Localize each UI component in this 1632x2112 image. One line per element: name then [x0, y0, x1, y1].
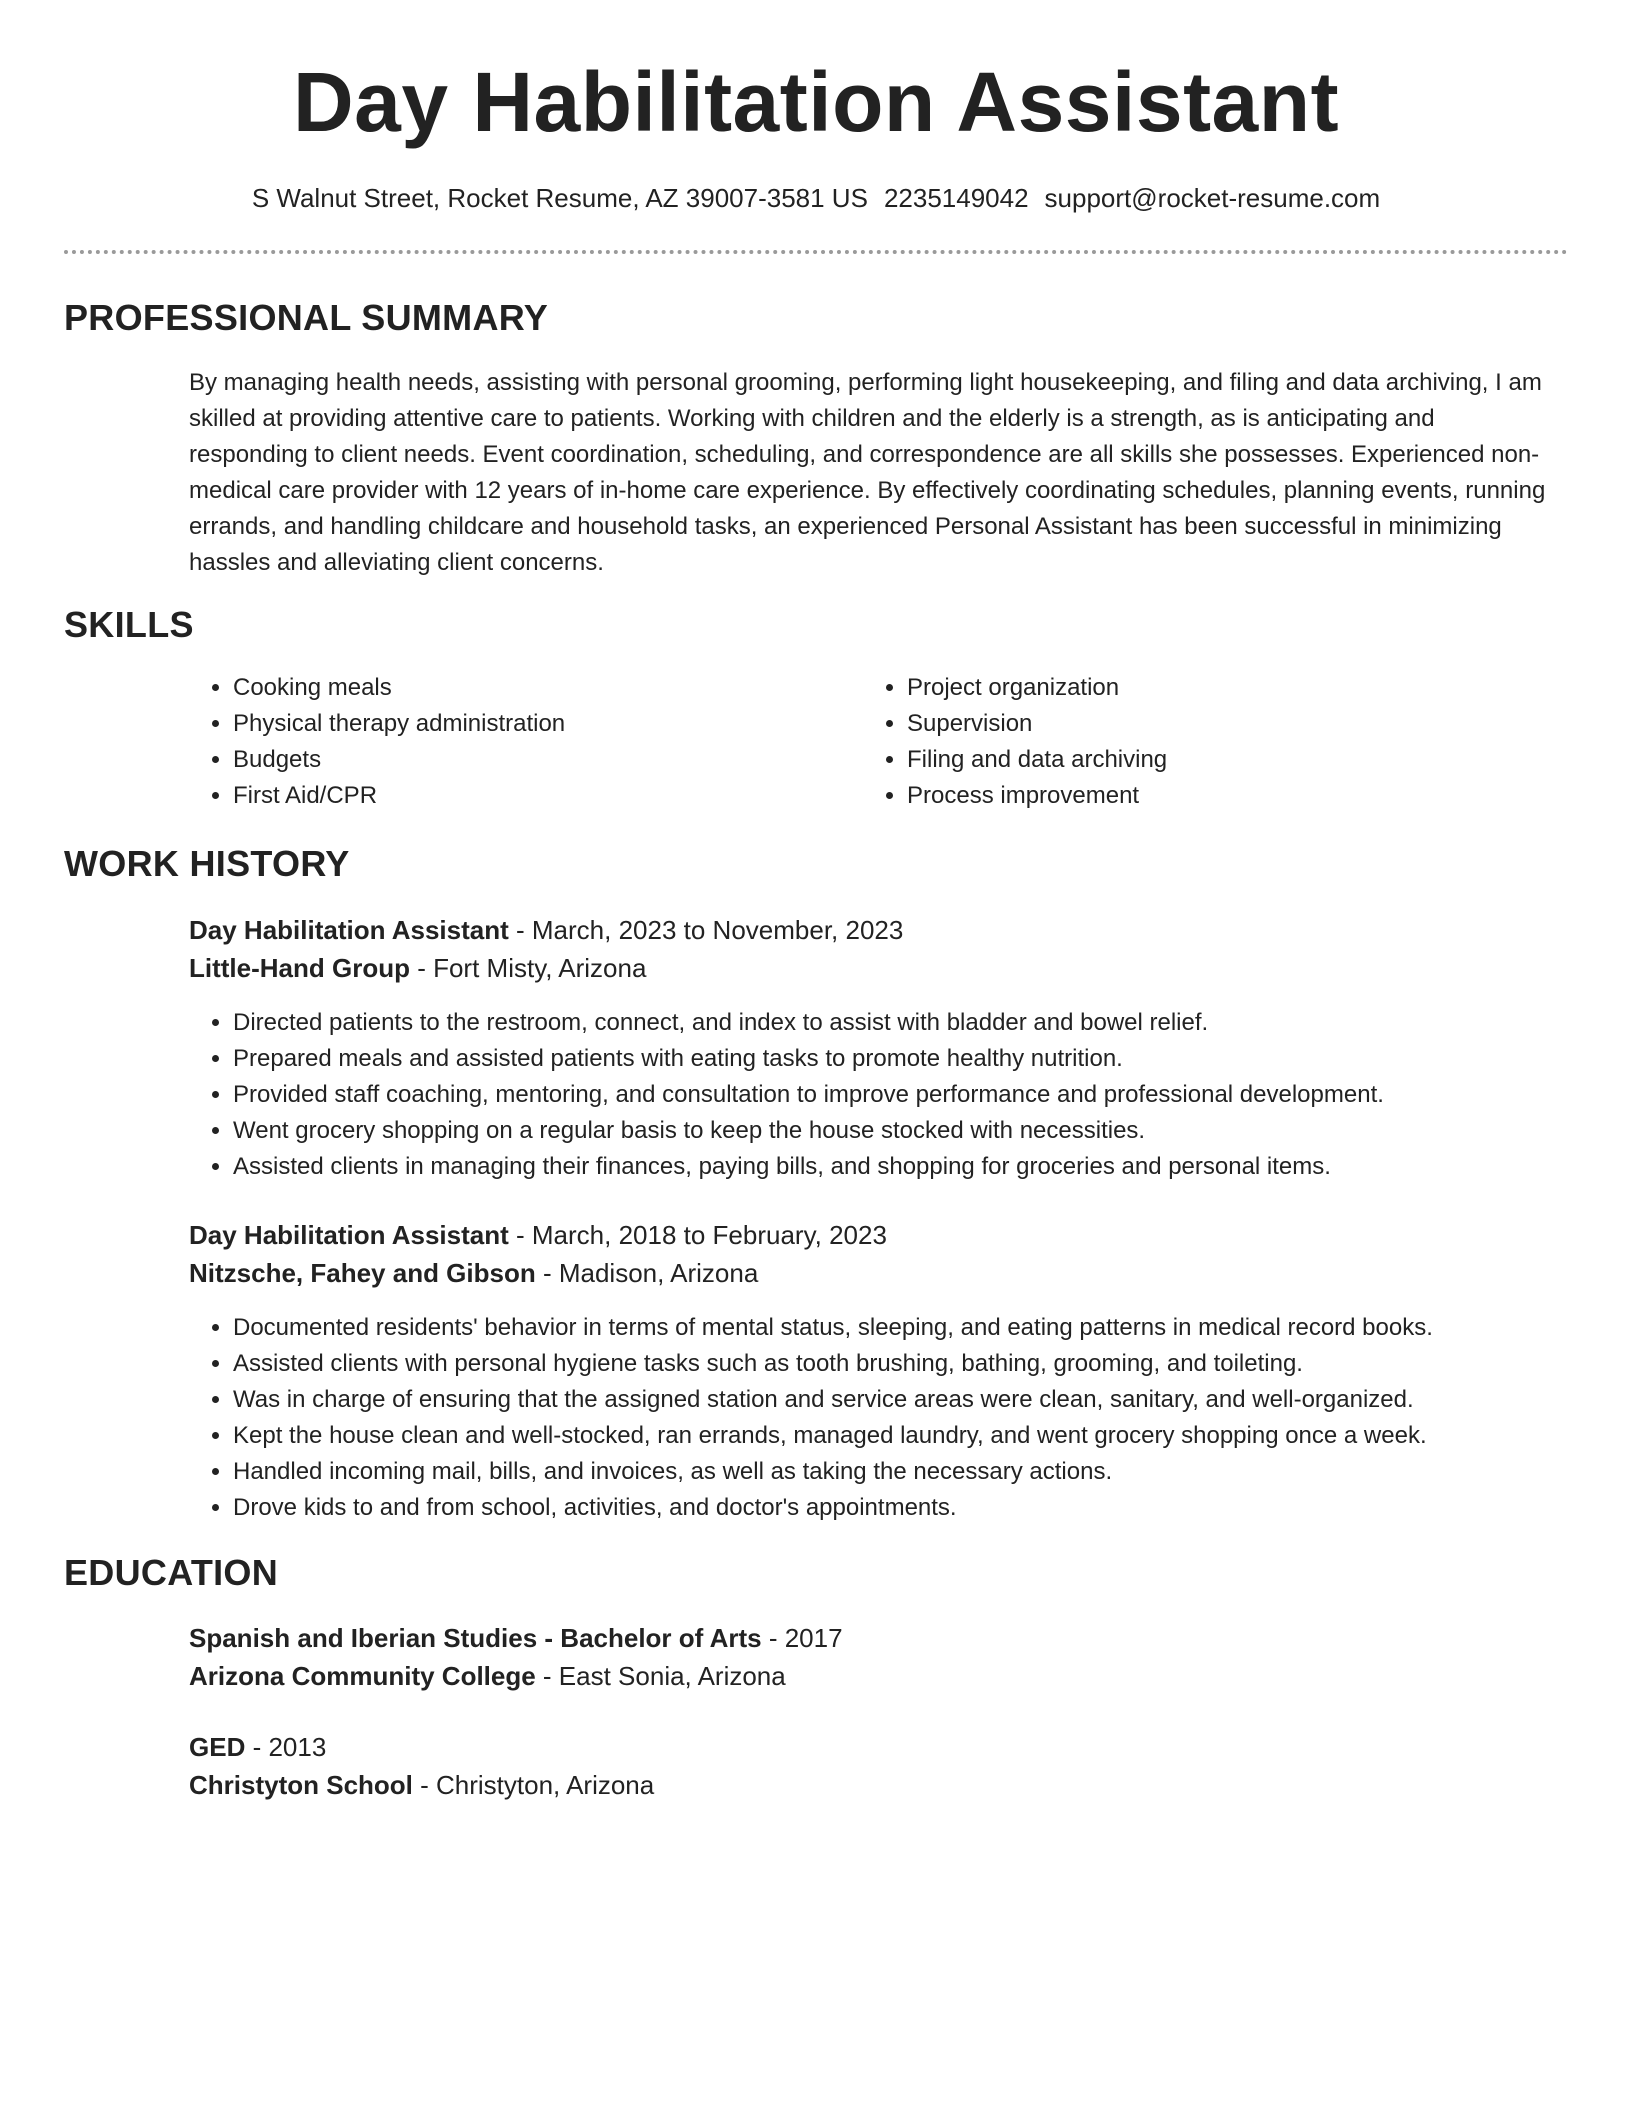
contact-phone: 2235149042 [883, 183, 1029, 213]
job-bullet: • Handled incoming mail, bills, and invoices, as well as taking the necessary actions. [233, 1454, 1613, 1490]
job-bullet: • Directed patients to the restroom, connect, and index to assist with bladder and bowel relief. [233, 1005, 1613, 1041]
section-title-work: WORK HISTORY [64, 843, 350, 884]
job-bullet: • Was in charge of ensuring that the assigned station and service areas were clean, sanitary, and well-organized. [233, 1382, 1613, 1418]
job-location: - Fort Misty, Arizona [409, 953, 647, 983]
job-bullet: • Assisted clients in managing their finances, paying bills, and shopping for groceries and personal items. [233, 1149, 1613, 1185]
contact-line [0, 182, 1632, 214]
candidate-name: Day Habilitation Assistant [292, 55, 1340, 149]
summary-text: By managing health needs, assisting with personal grooming, performing light housekeeping, and filing and data archiving, I am skilled at providing attentive care to patients. Working with children and the elderly is a strength, as is anticipating and responding to client needs. Event coordination, scheduling, and correspondence are all skills she possesses. Experienced non-medical care provider with 12 years of in-home care experience. By effectively coordinating schedules, planning events, running errands, and handling childcare and household tasks, an experienced Personal Assistant has been successful in minimizing hassles and alleviating client concerns. [189, 369, 1546, 576]
skills-list-right [863, 670, 1167, 814]
education-degree: Spanish and Iberian Studies - Bachelor of Arts [189, 1623, 762, 1653]
section-title-education: EDUCATION [64, 1552, 279, 1593]
section-title-summary: PROFESSIONAL SUMMARY [64, 297, 549, 338]
skill-item: • Physical therapy administration [233, 706, 565, 742]
education-school: Christyton School [189, 1770, 413, 1800]
job-bullet: • Drove kids to and from school, activities, and doctor's appointments. [233, 1490, 1613, 1526]
job-bullet: • Prepared meals and assisted patients with eating tasks to promote healthy nutrition. [233, 1041, 1613, 1077]
education-school: Arizona Community College [189, 1661, 536, 1691]
header-divider [64, 250, 1568, 254]
job-bullet: • Documented residents' behavior in terms of mental status, sleeping, and eating patterns in medical record books. [233, 1310, 1613, 1346]
education-year: - 2017 [761, 1623, 843, 1653]
job-dates: - March, 2023 to November, 2023 [508, 915, 904, 945]
job-dates: - March, 2018 to February, 2023 [508, 1220, 887, 1250]
job-company-line [189, 949, 646, 987]
education-school-line [189, 1657, 786, 1695]
job-bullets [189, 1005, 1613, 1185]
skill-item: • Process improvement [907, 778, 1167, 814]
job-company: Little-Hand Group [189, 953, 410, 983]
skill-item: • Budgets [233, 742, 565, 778]
job-bullet: • Kept the house clean and well-stocked, ran errands, managed laundry, and went grocery shopping once a week. [233, 1418, 1613, 1454]
job-title-line [189, 911, 903, 949]
skill-item: • Project organization [907, 670, 1167, 706]
job-title: Day Habilitation Assistant [189, 915, 509, 945]
job-bullet: • Assisted clients with personal hygiene tasks such as tooth brushing, bathing, grooming, and toileting. [233, 1346, 1613, 1382]
skill-item: • First Aid/CPR [233, 778, 565, 814]
skill-item: • Supervision [907, 706, 1167, 742]
contact-email[interactable]: support@rocket-resume.com [1044, 183, 1381, 213]
job-location: - Madison, Arizona [535, 1258, 759, 1288]
job-bullet: • Provided staff coaching, mentoring, and consultation to improve performance and professional development. [233, 1077, 1613, 1113]
skills-list-left [189, 670, 565, 814]
skill-item: • Cooking meals [233, 670, 565, 706]
contact-address: S Walnut Street, Rocket Resume, AZ 39007-3581 US [251, 183, 868, 213]
job-company: Nitzsche, Fahey and Gibson [189, 1258, 536, 1288]
skill-item: • Filing and data archiving [907, 742, 1167, 778]
education-school-line [189, 1766, 654, 1804]
education-year: - 2013 [245, 1732, 327, 1762]
job-bullet: • Went grocery shopping on a regular basis to keep the house stocked with necessities. [233, 1113, 1613, 1149]
education-degree: GED [189, 1732, 246, 1762]
education-degree-line [189, 1619, 843, 1657]
education-location: - East Sonia, Arizona [535, 1661, 786, 1691]
job-title: Day Habilitation Assistant [189, 1220, 509, 1250]
education-degree-line [189, 1728, 326, 1766]
job-title-line [189, 1216, 887, 1254]
education-location: - Christyton, Arizona [412, 1770, 655, 1800]
job-company-line [189, 1254, 758, 1292]
job-bullets [189, 1310, 1613, 1526]
section-title-skills: SKILLS [64, 604, 194, 645]
